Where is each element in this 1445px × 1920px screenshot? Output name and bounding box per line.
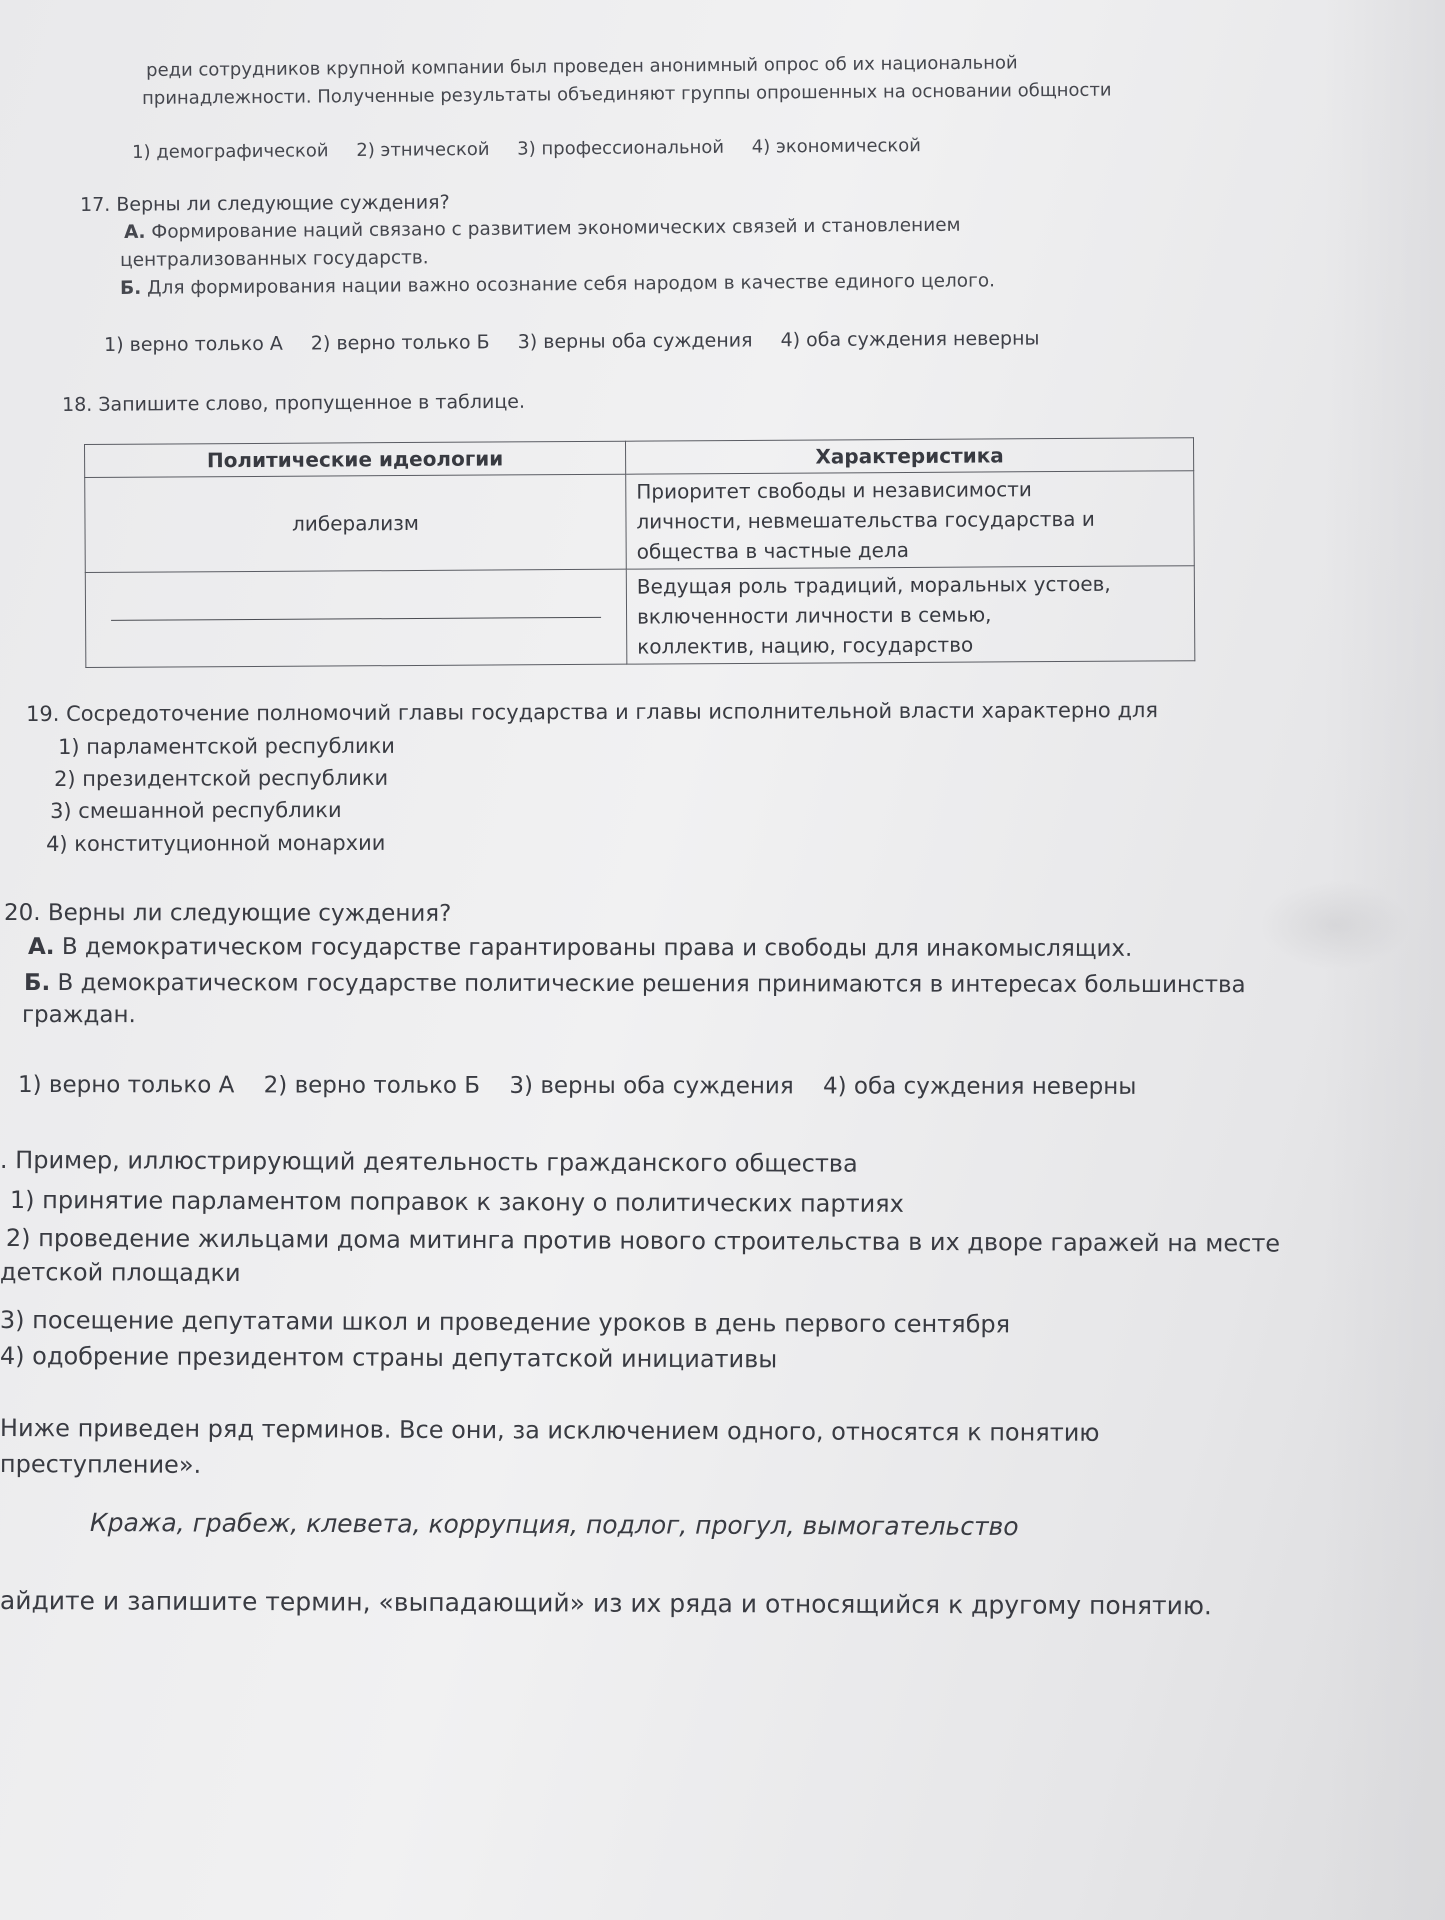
q17-a-line1: Формирование наций связано с развитием экономических связей и становлением <box>151 214 961 243</box>
q17-a-line2: централизованных государств. <box>120 247 429 271</box>
q18-question: 18. Запишите слово, пропущенное в таблице. <box>62 390 526 416</box>
q17-question: 17. Верны ли следующие суждения? <box>80 191 450 216</box>
q17-a-prefix: А. <box>124 221 146 243</box>
q19-option-3[interactable]: 3) смешанной республики <box>50 797 342 823</box>
q20-option-2[interactable]: 2) верно только Б <box>263 1072 481 1099</box>
q20-question: 20. Верны ли следующие суждения? <box>3 900 452 927</box>
char-line: коллектив, нацию, государство <box>637 632 974 659</box>
q22-terms: Кража, грабеж, клевета, коррупция, подлог, прогул, вымогательство <box>89 1508 1019 1542</box>
q17-statement-b <box>120 270 995 299</box>
q20-a-prefix: А. <box>27 934 55 961</box>
q22-line1: Ниже приведен ряд терминов. Все они, за исключением одного, относятся к понятию <box>0 1414 1100 1447</box>
q19-option-2[interactable]: 2) президентской республики <box>54 765 389 791</box>
table-header-ideologies: Политические идеологии <box>85 441 626 477</box>
q19-option-4[interactable]: 4) конституционной монархии <box>46 830 386 856</box>
q16-line1: реди сотрудников крупной компании был проведен анонимный опрос об их национальной <box>146 52 1018 81</box>
q20-b-line1: В демократическом государстве политические решения принимаются в интересах большинства <box>57 970 1246 999</box>
q21-option-2-cont[interactable]: детской площадки <box>0 1258 241 1288</box>
q20-options <box>18 1072 1136 1100</box>
q16-option-3[interactable]: 3) профессиональной <box>517 136 725 160</box>
q21-option-2[interactable]: 2) проведение жильцами дома митинга против нового строительства в их дворе гаражей на месте <box>5 1224 1281 1258</box>
q20-b-line2: граждан. <box>21 1002 136 1029</box>
q21-option-1[interactable]: 1) принятие парламентом поправок к закону о политических партиях <box>9 1186 904 1218</box>
char-line: Приоритет свободы и независимости <box>636 477 1032 504</box>
table-row <box>85 471 1195 573</box>
table-row <box>85 566 1195 668</box>
table-cell-ideology-blank[interactable] <box>85 569 627 667</box>
q17-b-prefix: Б. <box>120 277 142 299</box>
table-cell-characteristic <box>626 471 1195 569</box>
q17-b-text: Для формирования нации важно осознание себя народом в качестве единого целого. <box>147 270 996 299</box>
q21-option-3[interactable]: 3) посещение депутатами школ и проведение уроков в день первого сентября <box>0 1306 1011 1339</box>
answer-blank-line[interactable] <box>111 616 601 620</box>
q17-option-1[interactable]: 1) верно только А <box>104 332 283 356</box>
q17-options <box>104 327 1040 356</box>
q20-statement-a <box>28 934 1132 962</box>
q21-question: . Пример, иллюстрирующий деятельность гражданского общества <box>0 1146 858 1178</box>
char-line: включенности личности в семью, <box>636 602 992 629</box>
q20-option-1[interactable]: 1) верно только А <box>17 1072 235 1099</box>
q17-option-2[interactable]: 2) верно только Б <box>310 331 490 355</box>
q20-option-3[interactable]: 3) верны оба суждения <box>509 1072 794 1100</box>
char-line: личности, невмешательства государства и <box>636 506 1095 534</box>
q20-option-4[interactable]: 4) оба суждения неверны <box>822 1073 1137 1100</box>
q16-option-4[interactable]: 4) экономической <box>751 135 922 158</box>
q17-option-4[interactable]: 4) оба суждения неверны <box>780 327 1040 352</box>
ideology-table <box>84 437 1195 668</box>
q20-statement-b <box>24 970 1246 998</box>
q21-option-4[interactable]: 4) одобрение президентом страны депутатской инициативы <box>0 1342 778 1374</box>
paper-smudge <box>1260 880 1410 970</box>
q16-options <box>132 135 921 163</box>
q22-instruction: айдите и запишите термин, «выпадающий» из их ряда и относящийся к другому понятию. <box>0 1586 1212 1621</box>
table-cell-ideology <box>85 474 627 572</box>
q19-option-1[interactable]: 1) парламентской республики <box>58 733 395 759</box>
char-line: Ведущая роль традиций, моральных устоев, <box>636 571 1111 599</box>
q19-question: 19. Сосредоточение полномочий главы государства и главы исполнительной власти характерно для <box>26 698 1159 726</box>
char-line: общества в частные дела <box>636 537 910 564</box>
q16-option-2[interactable]: 2) этнической <box>356 138 490 162</box>
table-cell-characteristic <box>626 566 1195 664</box>
q17-option-3[interactable]: 3) верны оба суждения <box>517 329 753 354</box>
q20-a-text: В демократическом государстве гарантированы права и свободы для инакомыслящих. <box>61 934 1133 962</box>
q20-b-prefix: Б. <box>23 970 51 997</box>
q16-option-1[interactable]: 1) демографической <box>132 140 329 163</box>
table-header-characteristic: Характеристика <box>625 438 1193 474</box>
q17-statement-a <box>124 215 961 243</box>
q22-line2: преступление». <box>0 1450 202 1479</box>
ideology-liberalism: либерализм <box>291 510 419 536</box>
q16-line2: принадлежности. Полученные результаты объединяют группы опрошенных на основании общности <box>142 79 1112 109</box>
